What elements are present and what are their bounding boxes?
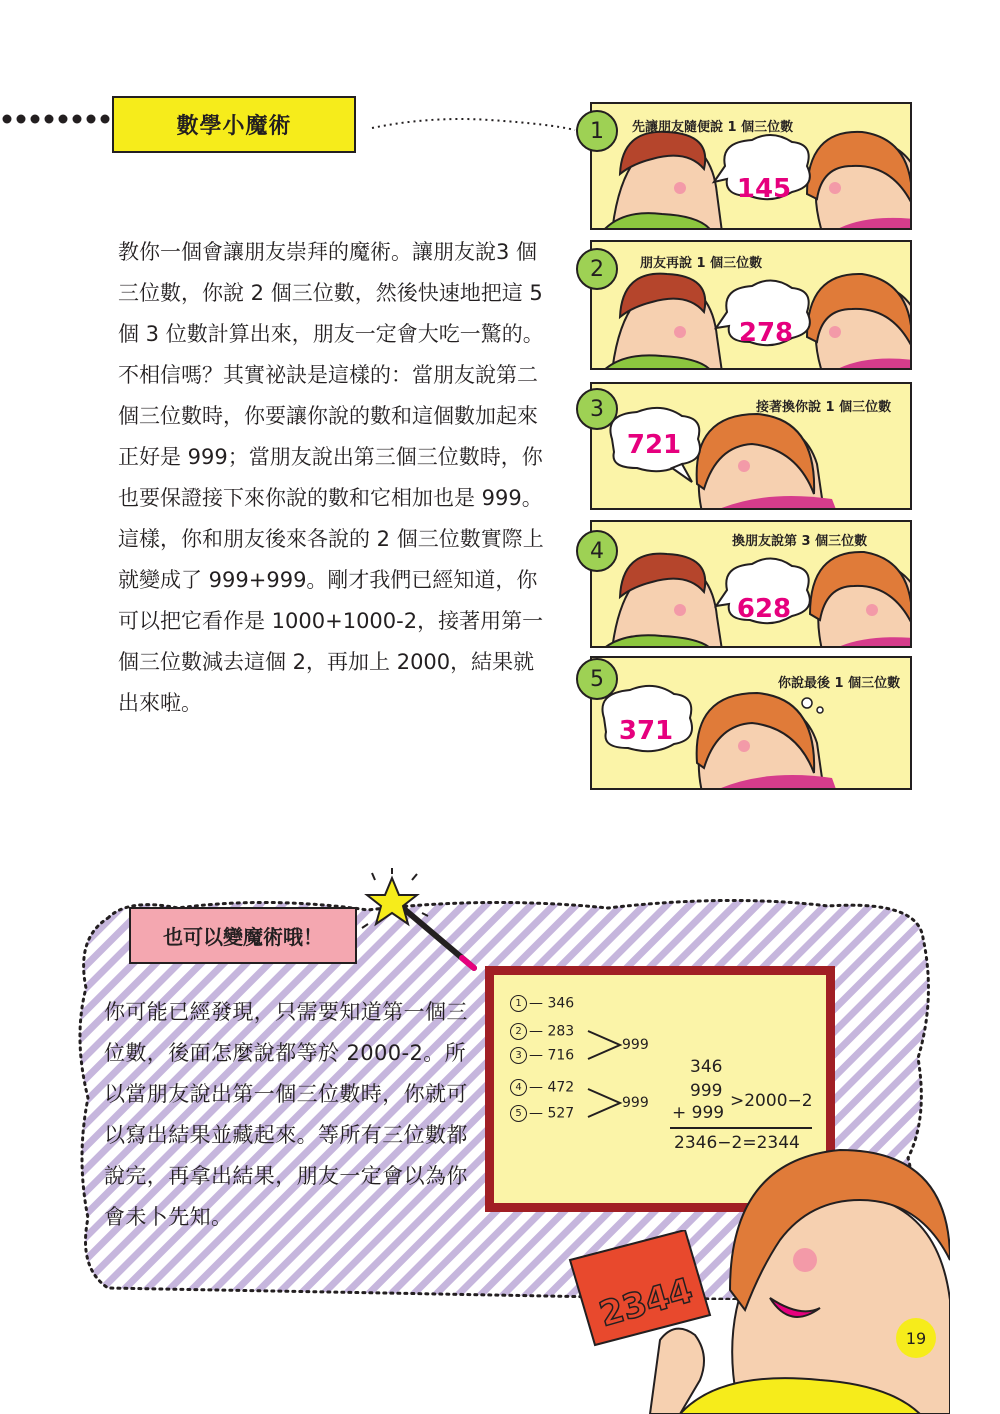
panel-caption-2: 朋友再說 1 個三位數 <box>640 256 763 271</box>
board-row-3: 3 — 716 <box>510 1047 574 1064</box>
calc-divider <box>670 1127 812 1129</box>
board-row-number-3: 3 <box>510 1047 527 1064</box>
panel-caption-1: 先讓朋友隨便說 1 個三位數 <box>632 120 794 135</box>
calc-line-2: 999 <box>690 1081 723 1101</box>
board-row-value-2: 283 <box>547 1023 575 1040</box>
comic-panel-4 <box>590 520 912 648</box>
panel-number-3: 3 <box>576 388 618 430</box>
speech-bubble-number-1: 145 <box>736 174 792 204</box>
intro-paragraph-2: 不相信嗎？其實祕訣是這樣的：當朋友說第二個三位數時，你要讓你說的數和這個數加起來正好是 999；當朋友說出第三個三位數時，你也要保證接下來你說的數和它相加也是 999。 <box>118 363 543 510</box>
bracket-icon <box>586 1025 626 1065</box>
board-row-number-5: 5 <box>510 1105 527 1122</box>
comic-panel-3 <box>590 382 912 510</box>
panel-number-5: 5 <box>576 658 618 700</box>
comic-panel-2 <box>590 240 912 370</box>
board-row-number-4: 4 <box>510 1079 527 1096</box>
result-card-number: 2344 <box>595 1270 698 1336</box>
pair-sum-1: 999 <box>622 1037 649 1053</box>
page-number: 19 <box>896 1318 936 1358</box>
panel-number-1: 1 <box>576 110 618 152</box>
dotted-line-decoration <box>0 112 112 126</box>
board-row-4: 4 — 472 <box>510 1079 574 1096</box>
intro-paragraph-1: 教你一個會讓朋友崇拜的魔術。讓朋友說3 個三位數，你說 2 個三位數，然後快速地把這 5 個 3 位數計算出來，朋友一定會大吃一驚的。 <box>118 240 544 346</box>
board-row-value-3: 716 <box>547 1047 575 1064</box>
comic-panel-1 <box>590 102 912 230</box>
speech-bubble-number-3: 721 <box>626 430 682 460</box>
board-row-2: 2 — 283 <box>510 1023 574 1040</box>
panel-number-2: 2 <box>576 248 618 290</box>
board-row-value-4: 472 <box>547 1079 575 1096</box>
intro-paragraph-3: 這樣，你和朋友後來各說的 2 個三位數實際上就變成了 999+999。剛才我們已經知道，你可以把它看作是 1000+1000-2，接著用第一個三位數減去這個 2，再加上 2000，結果就出來啦。 <box>118 527 544 715</box>
panel-caption-3: 接著換你說 1 個三位數 <box>756 400 892 415</box>
comic-panel-5 <box>590 656 912 790</box>
speech-bubble-number-5: 371 <box>618 716 674 746</box>
section-title: 也可以變魔術哦！ <box>129 907 357 964</box>
pair-sum-2: 999 <box>622 1095 649 1111</box>
board-row-1: 1 — 346 <box>510 995 574 1012</box>
board-row-value-5: 527 <box>547 1105 575 1122</box>
board-row-number-2: 2 <box>510 1023 527 1040</box>
page-title: 數學小魔術 <box>112 96 356 153</box>
panel-number-4: 4 <box>576 530 618 572</box>
explanation-text: 你可能已經發現，只需要知道第一個三位數，後面怎麼說都等於 2000-2。所以當朋友說出第一個三位數時，你就可以寫出結果並藏起來。等所有三位數都說完，再拿出結果，朋友一定會以為你會未卜先知。 <box>104 1000 468 1229</box>
magic-wand-icon <box>352 868 482 978</box>
calc-line-3: + 999 <box>672 1103 725 1123</box>
calc-result: 2346−2=2344 <box>674 1133 800 1153</box>
result-card <box>565 1230 715 1350</box>
panel-caption-5: 你說最後 1 個三位數 <box>778 676 901 691</box>
speech-bubble-number-2: 278 <box>738 318 794 348</box>
panel-caption-4: 換朋友說第 3 個三位數 <box>732 534 868 549</box>
calc-bracket: >2000−2 <box>730 1091 813 1111</box>
intro-text <box>118 232 548 724</box>
board-row-number-1: 1 <box>510 995 527 1012</box>
board-row-5: 5 — 527 <box>510 1105 574 1122</box>
board-row-value-1: 346 <box>547 995 575 1012</box>
speech-bubble-number-4: 628 <box>736 594 792 624</box>
bracket-icon <box>586 1083 626 1123</box>
dashed-connector-decoration <box>370 108 580 138</box>
calc-line-1: 346 <box>690 1057 723 1077</box>
